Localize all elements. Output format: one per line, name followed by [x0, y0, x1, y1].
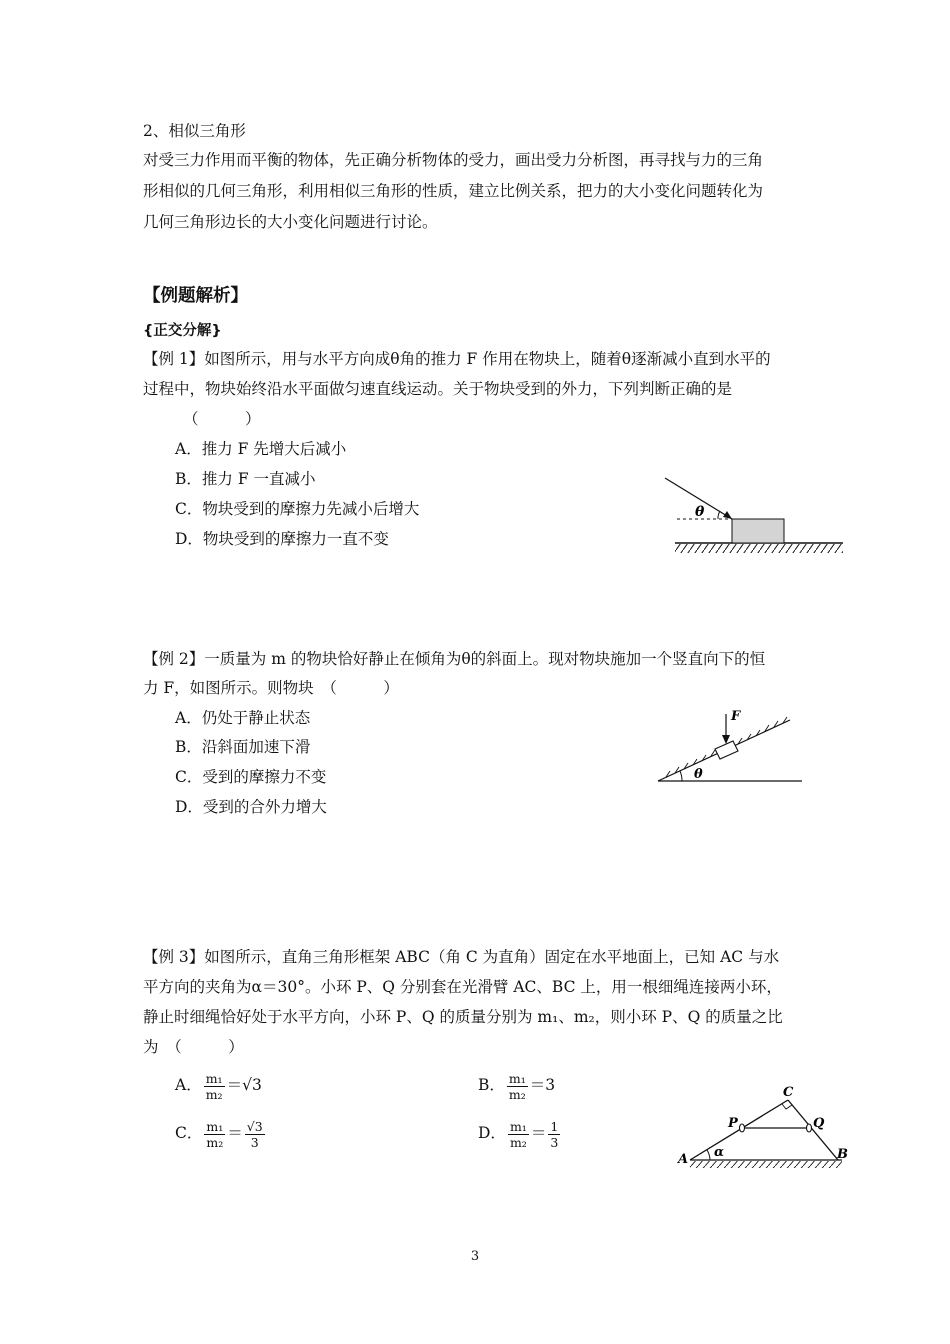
- ex3-option-a-rhs: ＝√3: [226, 1076, 262, 1094]
- ex2-option-b: B．沿斜面加速下滑: [175, 738, 311, 756]
- ex3-option-d-rhs-num: 1: [550, 1118, 559, 1134]
- ex1-line-2: 过程中，物块始终沿水平面做匀速直线运动。关于物块受到的外力，下列判断正确的是: [143, 380, 733, 398]
- ex3-option-a: [175, 1068, 262, 1102]
- ex3-line-1: 【例 3】如图所示，直角三角形框架 ABC（角 C 为直角）固定在水平地面上，已知 AC 与水: [143, 948, 780, 966]
- examples-heading: 【例题解析】: [143, 286, 248, 306]
- ex3-option-a-letter: A．: [175, 1076, 202, 1094]
- ex3-label-p: P: [728, 1116, 738, 1131]
- ex3-option-c-rhs-fraction: [245, 1119, 265, 1150]
- ex1-block: [732, 519, 784, 543]
- ex2-angle-arc: [680, 771, 682, 781]
- ex1-option-d: D．物块受到的摩擦力一直不变: [175, 530, 389, 548]
- section-title: 2、相似三角形: [143, 122, 246, 140]
- ex3-line-4: 为 （ ）: [143, 1038, 244, 1056]
- ex3-option-c-fraction: [204, 1119, 225, 1150]
- ex2-theta-label: θ: [694, 767, 703, 782]
- ex2-option-d: D．受到的合外力增大: [175, 798, 327, 816]
- ex1-theta-label: θ: [695, 504, 705, 520]
- ex1-angle-arc: [718, 511, 720, 519]
- ex3-ring-p: [740, 1124, 745, 1132]
- ex1-option-c: C．物块受到的摩擦力先减小后增大: [175, 500, 420, 518]
- ex2-line-1: 【例 2】一质量为 m 的物块恰好静止在倾角为θ的斜面上。现对物块施加一个竖直向下的恒: [143, 650, 766, 668]
- ex3-option-b-fraction: [507, 1071, 528, 1102]
- ex3-option-b-rhs: ＝3: [529, 1076, 556, 1094]
- page-number: 3: [470, 1249, 480, 1264]
- ex3-figure: [670, 1078, 860, 1170]
- ex3-option-d-letter: D．: [478, 1124, 506, 1142]
- ex3-option-c-eq: ＝: [227, 1124, 243, 1142]
- ex3-label-b: B: [837, 1147, 848, 1162]
- ex3-label-alpha: α: [714, 1145, 725, 1160]
- section-body-line-1: 对受三力作用而平衡的物体，先正确分析物体的受力，画出受力分析图，再寻找与力的三角: [143, 151, 764, 169]
- ex3-label-a: A: [678, 1152, 689, 1167]
- section-body-line-2: 形相似的几何三角形，利用相似三角形的性质，建立比例关系，把力的大小变化问题转化为: [143, 182, 764, 200]
- ex2-block: [715, 741, 738, 759]
- orthogonal-label: {正交分解}: [143, 323, 222, 339]
- ex3-label-c: C: [783, 1085, 794, 1100]
- ex3-option-b-den: m₂: [508, 1086, 526, 1102]
- ex3-line-2: 平方向的夹角为α＝30°。小环 P、Q 分别套在光滑臂 AC、BC 上，用一根细绳连接两小环，: [143, 978, 782, 996]
- ex2-figure: [650, 700, 810, 790]
- ex1-line-1: 【例 1】如图所示，用与水平方向成θ角的推力 F 作用在物块上，随着θ逐渐减小直到水平的: [143, 350, 771, 368]
- ex1-option-a: A．推力 F 先增大后减小: [175, 440, 347, 458]
- ex3-option-b-letter: B．: [478, 1076, 505, 1094]
- ex1-figure: [655, 470, 855, 560]
- ex3-option-a-fraction: [204, 1071, 225, 1102]
- ex1-force-arrowhead: [723, 511, 732, 519]
- ex3-option-c-letter: C．: [175, 1124, 203, 1142]
- ex3-option-b: [478, 1068, 555, 1102]
- ex1-line-3: （ ）: [183, 410, 261, 428]
- ex3-option-a-den: m₂: [205, 1086, 223, 1102]
- ex3-right-angle-mark: [782, 1104, 792, 1109]
- ex3-option-d-eq: ＝: [530, 1124, 547, 1142]
- ex3-option-a-num: m₁: [205, 1070, 223, 1086]
- ex3-option-d-rhs-den: 3: [550, 1134, 559, 1150]
- ex1-ground-hatch: [675, 544, 843, 553]
- ex3-label-q: Q: [813, 1116, 825, 1131]
- ex3-ground-hatch: [690, 1161, 842, 1168]
- ex3-angle-arc: [707, 1150, 710, 1160]
- ex3-option-c: [175, 1116, 267, 1150]
- ex3-arm-ac: [690, 1100, 788, 1160]
- ex3-option-c-rhs-den: 3: [250, 1134, 259, 1150]
- ex3-option-d-num: m₁: [509, 1118, 527, 1134]
- ex2-line-2: 力 F，如图所示。则物块 （ ）: [143, 679, 399, 697]
- ex3-option-b-num: m₁: [508, 1070, 526, 1086]
- section-body-line-3: 几何三角形边长的大小变化问题进行讨论。: [143, 213, 438, 231]
- ex3-option-d-fraction: [508, 1119, 529, 1150]
- ex3-line-3: 静止时细绳恰好处于水平方向，小环 P、Q 的质量分别为 m₁、m₂，则小环 P、Q 的质量之比: [143, 1008, 783, 1026]
- ex3-option-c-rhs-num: √3: [246, 1118, 263, 1134]
- ex3-option-d-den: m₂: [509, 1134, 527, 1150]
- ex2-f-label: F: [731, 709, 741, 724]
- ex3-ring-q: [807, 1124, 812, 1132]
- ex1-option-b: B．推力 F 一直减小: [175, 470, 316, 488]
- ex3-option-c-num: m₁: [206, 1118, 224, 1134]
- ex3-option-d-rhs-fraction: [548, 1119, 560, 1150]
- ex3-option-c-den: m₂: [206, 1134, 224, 1150]
- ex3-option-d: [478, 1116, 562, 1150]
- ex2-option-a: A．仍处于静止状态: [175, 709, 311, 727]
- ex2-option-c: C．受到的摩擦力不变: [175, 768, 327, 786]
